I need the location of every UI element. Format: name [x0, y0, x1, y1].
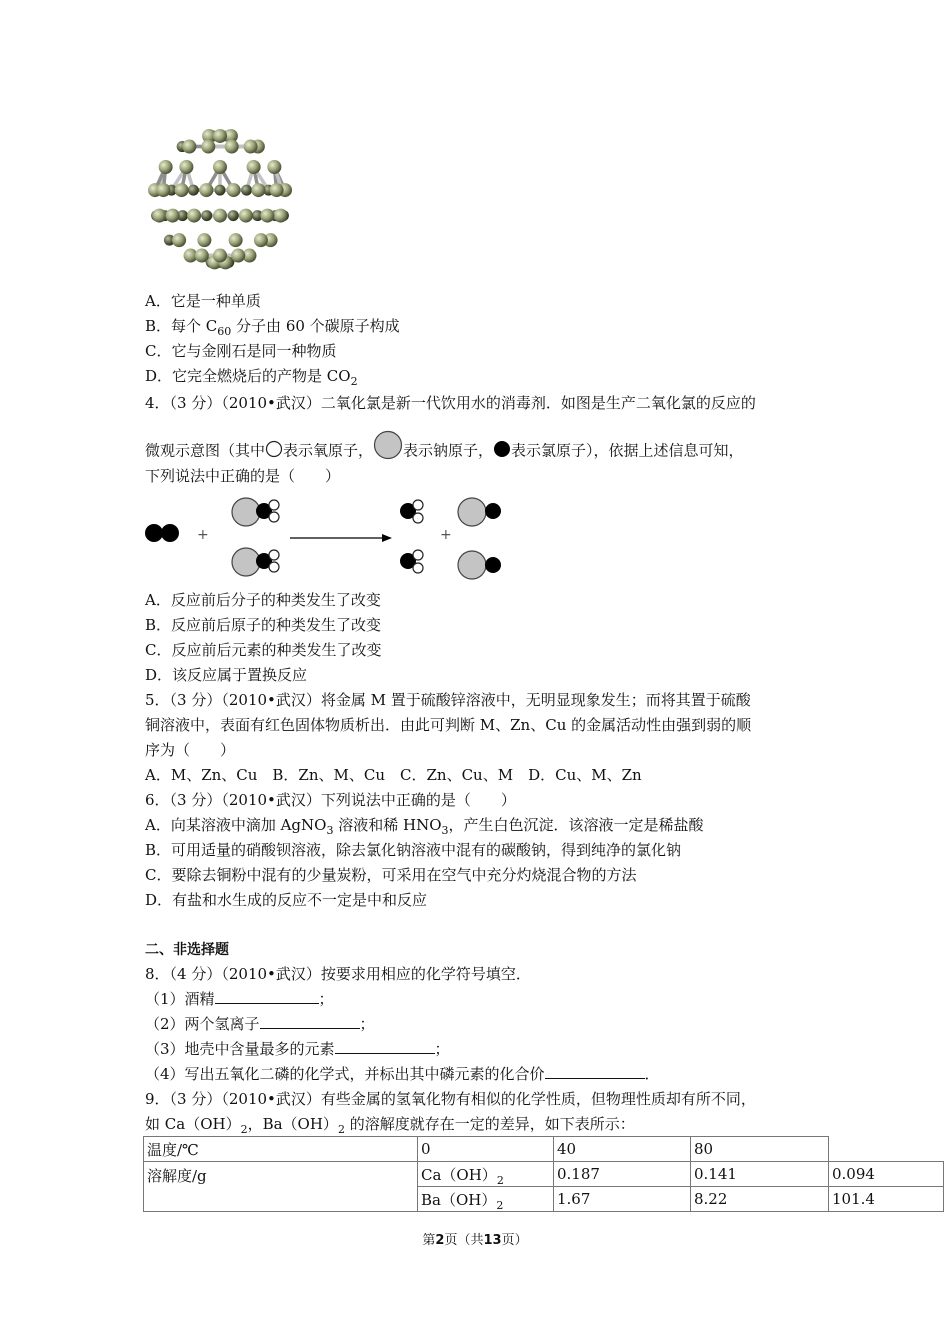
c60-atom: [213, 209, 227, 223]
c60-atom: [228, 210, 239, 221]
c60-atom: [239, 209, 253, 223]
q6-option-a-subscript2: 3: [441, 824, 449, 837]
q8-part4-blank[interactable]: [545, 1064, 645, 1079]
q4-stem-line2: [145, 434, 744, 469]
solubility-table: [143, 1136, 944, 1212]
q3-option-d-text: D．它完全燃烧后的产物是 CO: [145, 367, 351, 385]
q4-stem-line1: 4．（3 分）（2010•武汉）二氧化氯是新一代饮用水的消毒剂．如图是生产二氧化氯的反应的: [145, 394, 756, 412]
c60-atom: [247, 160, 261, 174]
cl2-molecule: [145, 524, 179, 542]
c60-atom: [231, 249, 245, 263]
q9-line2-a: 如 Ca（OH）: [145, 1115, 241, 1133]
table-header-temperature: 温度/℃: [144, 1137, 418, 1162]
q3-option-d-subscript: 2: [350, 375, 358, 388]
q4-option-b: B．反应前后原子的种类发生了改变: [145, 616, 382, 634]
ca-oh-subscript: 2: [496, 1173, 504, 1187]
q6-option-a-mid: 溶液和稀 HNO: [333, 816, 442, 834]
naclo2-molecule-bottom: [232, 548, 279, 576]
table-cell: 0.141: [691, 1162, 829, 1187]
q4-stem-line3: 下列说法中正确的是（ ）: [145, 467, 341, 485]
table-header-t1: 40: [554, 1137, 691, 1162]
c60-atom: [227, 183, 241, 197]
q8-part2-text: （2）两个氢离子: [145, 1015, 260, 1033]
sodium-atom-icon: [373, 430, 403, 465]
q8-part1: [145, 989, 334, 1009]
page-footer: [0, 1229, 950, 1248]
c60-atom: [229, 233, 243, 247]
table-solubility-label: 溶解度/g: [144, 1162, 418, 1212]
q6-option-d: D．有盐和水生成的反应不一定是中和反应: [145, 891, 428, 909]
q8-part3: [145, 1039, 450, 1059]
q8-part2: [145, 1014, 375, 1034]
q9-line2-subscript1: 2: [240, 1123, 248, 1136]
footer-pre: 第: [422, 1233, 436, 1248]
table-header-t0: 0: [418, 1137, 554, 1162]
c60-atom: [215, 185, 226, 196]
q8-part3-semicolon: ；: [434, 1040, 450, 1058]
q9-line2-c: 的溶解度就存在一定的差异，如下表所示：: [344, 1115, 635, 1133]
q8-stem: 8．（4 分）（2010•武汉）按要求用相应的化学符号填空．: [145, 965, 531, 983]
c60-atom: [195, 249, 209, 263]
c60-atom: [187, 209, 201, 223]
q4-stem-line2-c: 表示钠原子，: [403, 441, 494, 460]
q8-part3-blank[interactable]: [335, 1039, 435, 1054]
q3-option-d: [145, 366, 358, 388]
q3-option-b-subscript: 60: [217, 325, 232, 338]
q3-option-b-text: B．每个 C: [145, 317, 218, 335]
q8-part2-blank[interactable]: [260, 1014, 360, 1029]
q5-stem-line2: 铜溶液中，表面有红色固体物质析出．由此可判断 M、Zn、Cu 的金属活动性由强到弱的顺: [145, 716, 752, 734]
q8-part4-period: ．: [644, 1065, 660, 1083]
q3-option-a: A．它是一种单质: [145, 292, 261, 310]
q4-option-c: C．反应前后元素的种类发生了改变: [145, 641, 382, 659]
q4-option-d: D．该反应属于置换反应: [145, 666, 308, 684]
q8-part1-semicolon: ；: [318, 990, 334, 1008]
q8-part4: [145, 1064, 660, 1084]
q5-stem-line3: 序为（ ）: [145, 741, 236, 759]
c60-atom: [201, 140, 215, 154]
q6-option-a-subscript1: 3: [326, 824, 334, 837]
q6-option-a-text: A．向某溶液中滴加 AgNO: [145, 816, 327, 834]
c60-atom: [274, 209, 288, 223]
c60-atom: [270, 183, 284, 197]
q6-option-b: B．可用适量的硝酸钡溶液，除去氯化钠溶液中混有的碳酸钠，得到纯净的氯化钠: [145, 841, 682, 859]
footer-mid: 页（共: [444, 1233, 484, 1248]
q4-stem-line2-b: 表示氧原子，: [283, 441, 374, 460]
c60-atom: [156, 183, 170, 197]
c60-atom: [267, 160, 281, 174]
q3-option-c: C．它与金刚石是同一种物质: [145, 342, 337, 360]
c60-atom: [244, 140, 258, 154]
q8-part3-text: （3）地壳中含量最多的元素: [145, 1040, 335, 1058]
q3-option-b: [145, 316, 400, 338]
table-cell: 0.187: [554, 1162, 691, 1187]
ca-oh-name: Ca（OH）: [421, 1165, 497, 1184]
c60-atom: [152, 209, 166, 223]
q4-option-a: A．反应前后分子的种类发生了改变: [145, 591, 381, 609]
table-cell-ca-name: [418, 1162, 554, 1187]
q9-line2-b: ，Ba（OH）: [247, 1115, 338, 1133]
section-title: 二、非选择题: [145, 942, 229, 958]
table-row: [144, 1162, 944, 1187]
table-header-t2: 80: [691, 1137, 829, 1162]
c60-atom: [251, 183, 265, 197]
q8-part1-blank[interactable]: [215, 989, 319, 1004]
q9-stem-line1: 9．（3 分）（2010•武汉）有些金属的氢氧化物有相似的化学性质，但物理性质却有所不同，: [145, 1090, 756, 1108]
q4-stem-line2-a: 微观示意图（其中: [145, 441, 266, 460]
c60-atom: [225, 140, 239, 154]
c60-atom: [166, 209, 180, 223]
reaction-plus-left: +: [197, 527, 209, 543]
q4-stem-line2-d: 表示氯原子），依据上述信息可知，: [511, 441, 744, 460]
c60-molecule-image: [143, 125, 297, 273]
c60-atom: [159, 160, 173, 174]
c60-atom: [254, 233, 268, 247]
footer-total-pages: 13: [483, 1233, 502, 1248]
c60-atom: [241, 185, 252, 196]
q5-stem-line1: 5．（3 分）（2010•武汉）将金属 M 置于硫酸锌溶液中，无明显现象发生；而将其置于硫酸: [145, 691, 751, 709]
c60-atom: [197, 233, 211, 247]
c60-atom: [213, 129, 227, 143]
q8-part4-text: （4）写出五氧化二磷的化学式，并标出其中磷元素的化合价: [145, 1065, 545, 1083]
table-cell: 0.094: [829, 1162, 944, 1187]
c60-atom: [172, 233, 186, 247]
c60-atom: [201, 210, 212, 221]
c60-atom: [175, 183, 189, 197]
nacl-molecule-bottom: [458, 551, 501, 579]
q6-option-a-rest: ，产生白色沉淀．该溶液一定是稀盐酸: [448, 816, 704, 834]
q9-stem-line2: [145, 1114, 635, 1136]
q5-options: A．M、Zn、Cu B．Zn、M、Cu C．Zn、Cu、M D．Cu、M、Zn: [145, 766, 642, 784]
q8-part1-text: （1）酒精: [145, 990, 215, 1008]
c60-atom: [188, 185, 199, 196]
table-header-empty: [829, 1137, 944, 1162]
table-cell: 8.22: [691, 1187, 829, 1212]
chlorine-atom-icon: [493, 440, 511, 463]
q6-option-a: [145, 815, 704, 837]
c60-atom: [179, 160, 193, 174]
naclo2-molecule-top: [232, 498, 279, 526]
nacl-molecule-top: [458, 498, 501, 526]
clo2-molecule-top: [400, 500, 423, 523]
c60-atom: [213, 160, 227, 174]
reaction-plus-right: +: [440, 527, 452, 543]
ba-oh-subscript: 2: [496, 1198, 504, 1212]
q6-stem: 6．（3 分）（2010•武汉）下列说法中正确的是（ ）: [145, 791, 516, 809]
q6-option-c: C．要除去铜粉中混有的少量炭粉，可采用在空气中充分灼烧混合物的方法: [145, 866, 637, 884]
footer-page-number: 2: [435, 1233, 445, 1248]
table-header-row: [144, 1137, 944, 1162]
footer-post: 页）: [501, 1233, 528, 1248]
table-cell-ba-name: [418, 1187, 554, 1212]
ba-oh-name: Ba（OH）: [421, 1190, 497, 1209]
c60-atom: [213, 249, 227, 263]
q9-line2-subscript2: 2: [337, 1123, 345, 1136]
q3-option-b-rest: 分子由 60 个碳原子构成: [231, 317, 400, 335]
reaction-diagram: [140, 492, 520, 584]
table-cell: 1.67: [554, 1187, 691, 1212]
c60-atom: [199, 183, 213, 197]
clo2-molecule-bottom: [400, 550, 423, 573]
reaction-arrow: [290, 534, 392, 542]
c60-atom: [260, 209, 274, 223]
oxygen-atom-icon: [265, 440, 283, 463]
table-cell: 101.4: [829, 1187, 944, 1212]
c60-atom: [182, 140, 196, 154]
q8-part2-semicolon: ；: [359, 1015, 375, 1033]
